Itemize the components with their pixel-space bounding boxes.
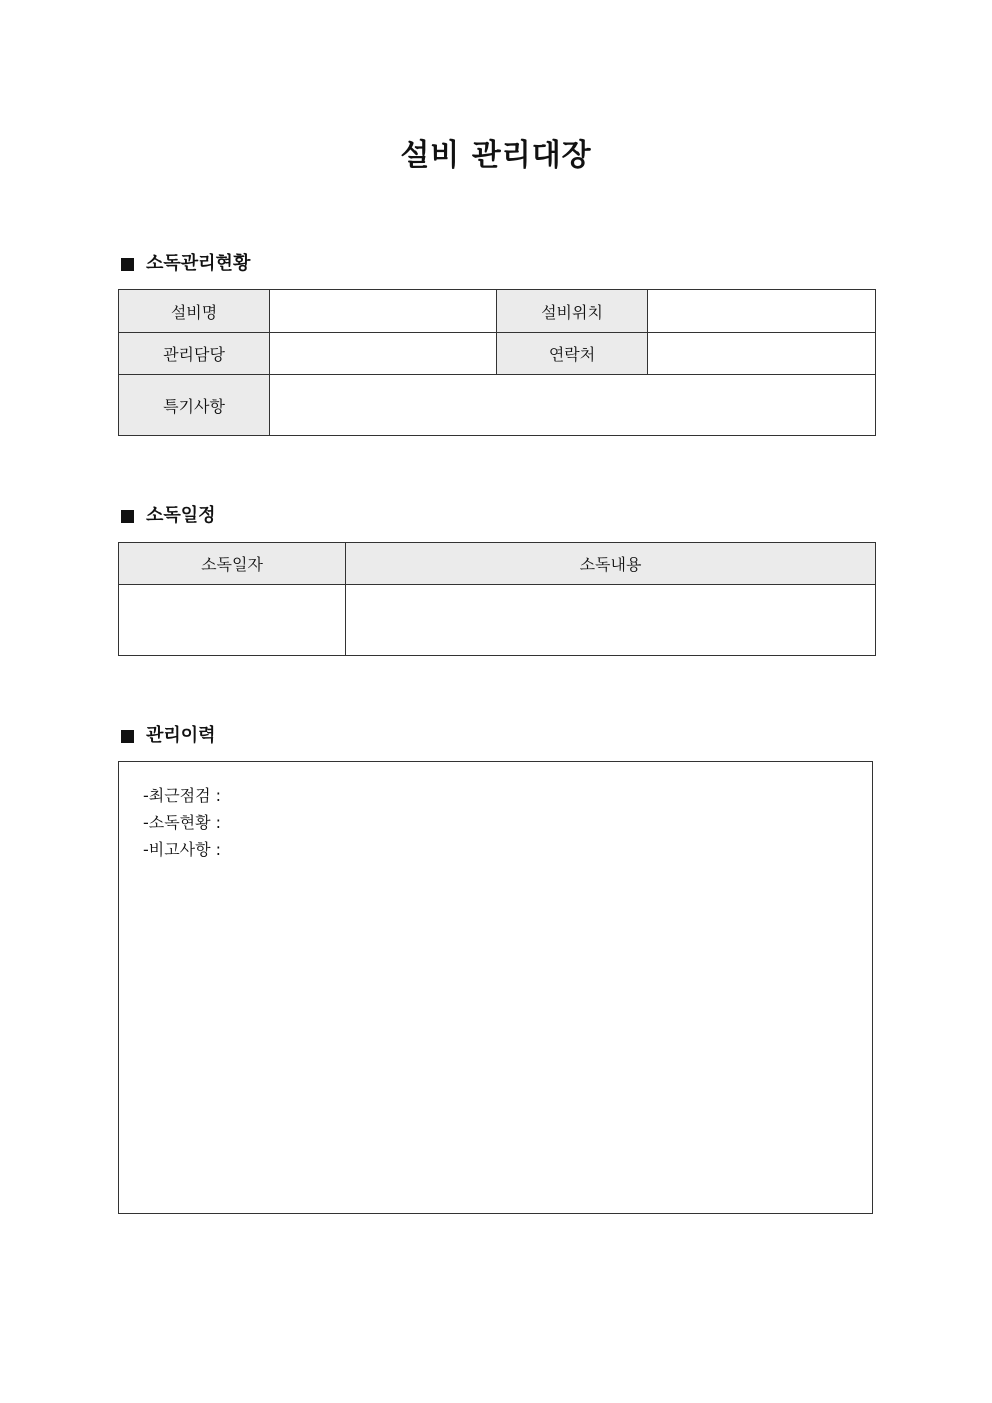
page-title: 설비 관리대장 (400, 138, 592, 173)
section-heading-history (119, 724, 216, 748)
contact-field[interactable] (648, 333, 876, 375)
schedule-header-content: 소독내용 (346, 543, 876, 585)
square-bullet-icon (121, 510, 134, 523)
section-heading-label: 소독관리현황 (146, 253, 251, 274)
equipment-location-field[interactable] (648, 290, 876, 333)
history-notes: -비고사항 : (143, 840, 222, 859)
schedule-content-field[interactable] (346, 585, 876, 656)
remarks-label: 특기사항 (119, 375, 270, 436)
history-recent-inspection: -최근점검 : (143, 786, 222, 805)
status-table (118, 289, 876, 436)
square-bullet-icon (121, 258, 134, 271)
manager-field[interactable] (270, 333, 497, 375)
history-box[interactable] (118, 761, 873, 1214)
schedule-header-date: 소독일자 (119, 543, 346, 585)
manager-label: 관리담당 (119, 333, 270, 375)
equipment-name-field[interactable] (270, 290, 497, 333)
equipment-name-label: 설비명 (119, 290, 270, 333)
square-bullet-icon (121, 730, 134, 743)
remarks-field[interactable] (270, 375, 876, 436)
section-heading-status (119, 252, 250, 276)
history-disinfection-status: -소독현황 : (143, 813, 222, 832)
section-heading-label: 소독일정 (146, 505, 216, 526)
section-heading-label: 관리이력 (146, 725, 216, 746)
schedule-date-field[interactable] (119, 585, 346, 656)
schedule-table (118, 542, 876, 656)
contact-label: 연락처 (497, 333, 648, 375)
section-heading-schedule (119, 504, 216, 528)
equipment-location-label: 설비위치 (497, 290, 648, 333)
